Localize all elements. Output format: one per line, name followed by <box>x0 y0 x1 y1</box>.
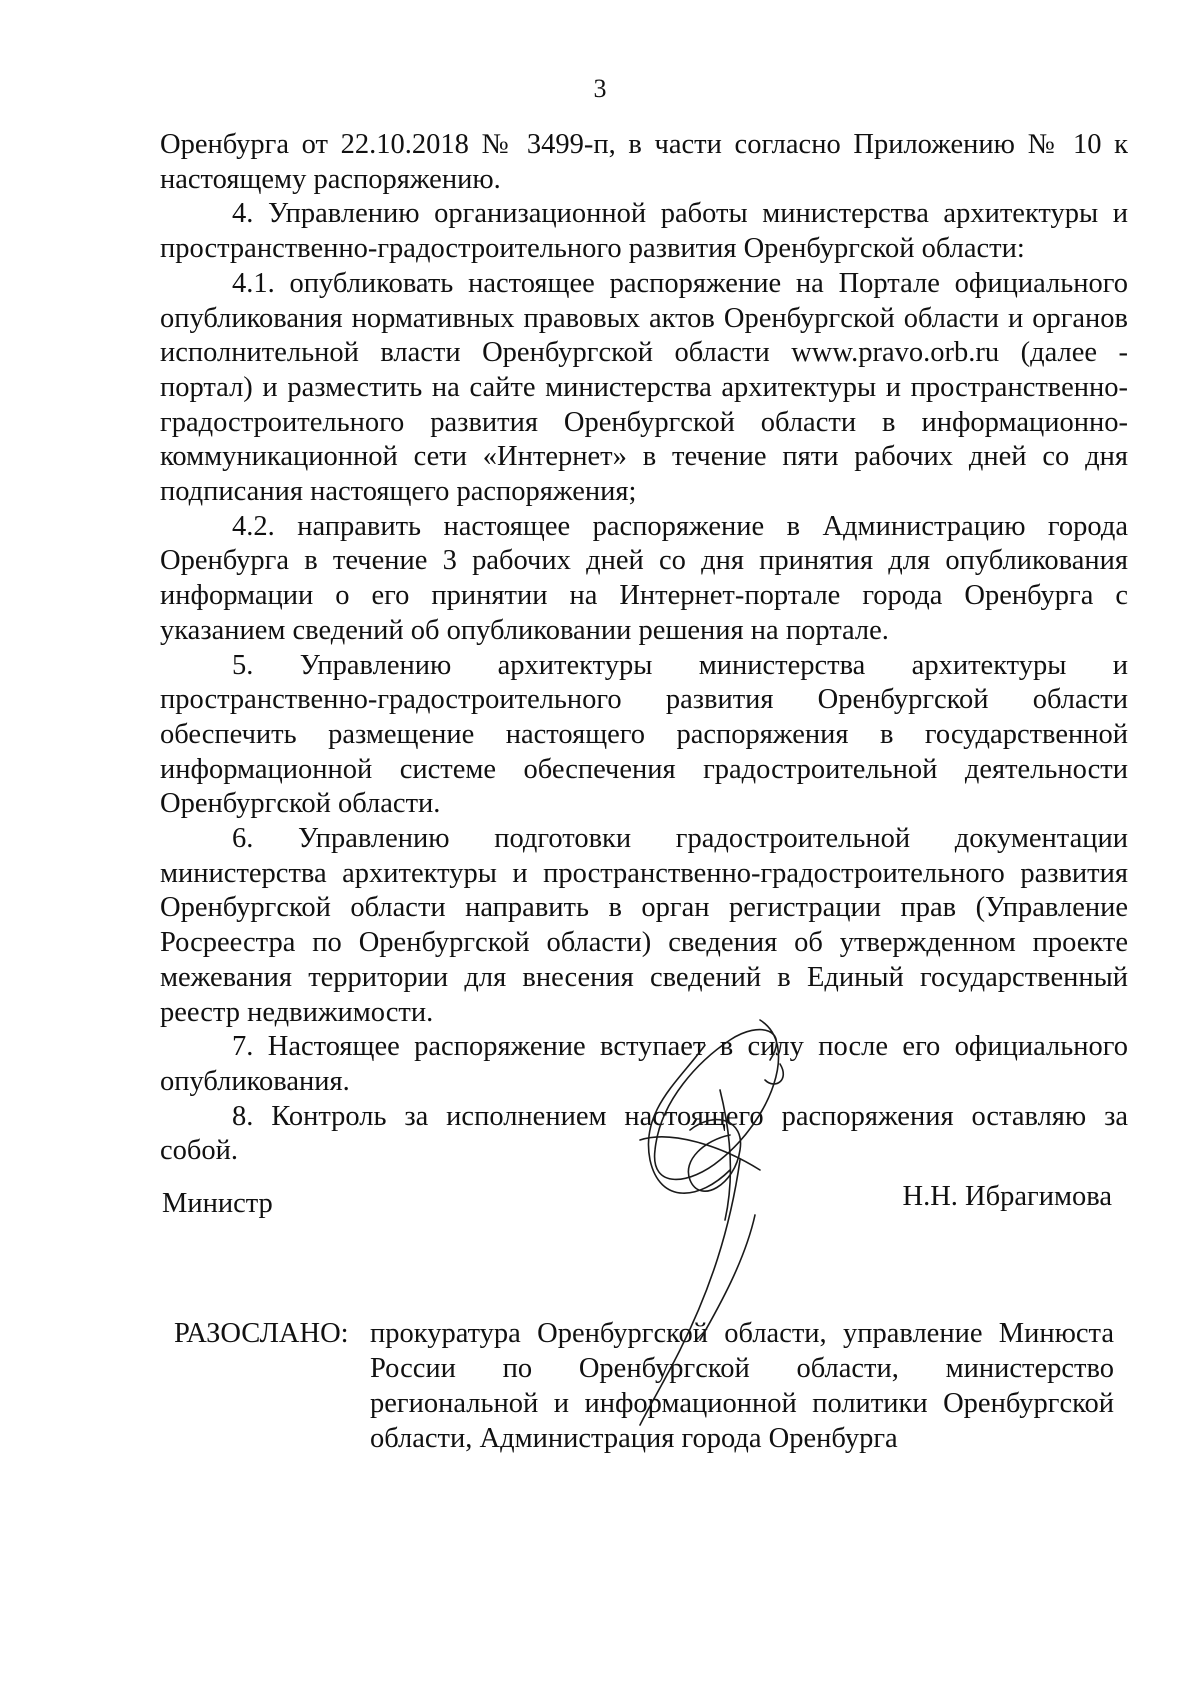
distribution-label: РАЗОСЛАНО: <box>174 1318 349 1349</box>
paragraph-item-7: 7. Настоящее распоряжение вступает в силу после его официального опубликования. <box>160 1031 1128 1097</box>
page-number: 3 <box>593 74 607 103</box>
distribution-block <box>174 1316 1114 1456</box>
paragraph-continuation: Оренбурга от 22.10.2018 № 3499-п, в части согласно Приложению № 10 к настоящему распоряжению. <box>160 129 1128 195</box>
paragraph-item-8: 8. Контроль за исполнением настоящего распоряжения оставляю за собой. <box>160 1100 1128 1167</box>
distribution-list: прокуратура Оренбургской области, управление Минюста России по Оренбургской области, министерство региональной и информационной политики Оренбургской области, Администрация города Оренбурга <box>370 1318 1114 1454</box>
paragraph-item-4-2: 4.2. направить настоящее распоряжение в Администрацию города Оренбурга в течение 3 рабочих дней со дня принятия для опубликования информации о его принятии на Интернет-портале города Оренбурга с указанием сведений об опубликовании решения на портале. <box>160 510 1128 646</box>
paragraph-item-6: 6. Управлению подготовки градостроительной документации министерства архитектуры и пространственно-градостроительного развития Оренбургской области направить в орган регистрации прав (Управление Росреестра по Оренбургской области) сведения об утвержденном проекте межевания территории для внесения сведений в Единый государственный реестр недвижимости. <box>160 823 1128 1028</box>
paragraph-item-5: 5. Управлению архитектуры министерства архитектуры и пространственно-градостроительного развития Оренбургской области обеспечить размещение настоящего распоряжения в государственной информационной системе обеспечения градостроительной деятельности Оренбургской области. <box>160 649 1128 820</box>
signer-position: Министр <box>162 1188 273 1219</box>
signer-name: Н.Н. Ибрагимова <box>902 1181 1112 1212</box>
paragraph-item-4-1: 4.1. опубликовать настоящее распоряжение на Портале официального опубликования нормативных правовых актов Оренбургской области и органов исполнительной власти Оренбургской области www.pravo.orb.ru (далее - портал) и разместить на сайте министерства архитектуры и пространственно-градостроительного развития Оренбургской области в информационно-коммуникационной сети «Интернет» в течение пяти рабочих дней со дня подписания настоящего распоряжения; <box>160 267 1128 508</box>
paragraph-item-4: 4. Управлению организационной работы министерства архитектуры и пространственно-градостроительного развития Оренбургской области: <box>160 198 1128 265</box>
document-body <box>160 128 1128 1169</box>
